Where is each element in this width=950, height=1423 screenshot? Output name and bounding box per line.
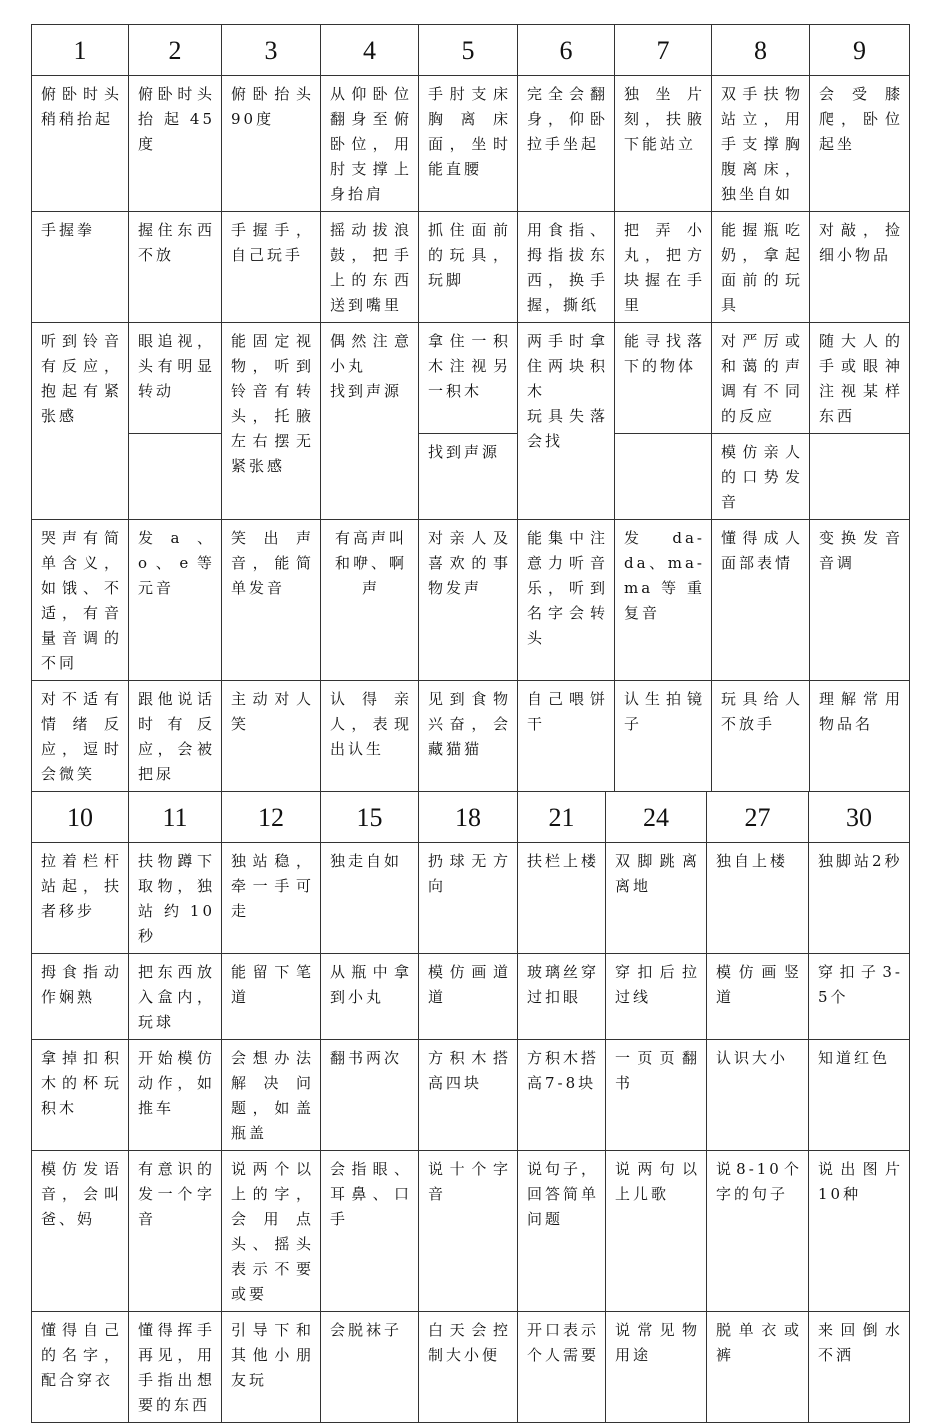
milestone-cell: 把东西放入盒内，玩球 <box>129 954 222 1040</box>
month-header: 3 <box>222 25 321 76</box>
milestone-cell <box>518 323 615 520</box>
milestone-cell: 方积木搭高四块 <box>419 1040 518 1151</box>
milestone-cell: 哭声有简单含义，如饿、不适，有音量音调的不同 <box>32 520 129 681</box>
milestone-cell: 说十个字音 <box>419 1151 518 1312</box>
milestone-cell: 自己喂饼干 <box>518 681 615 792</box>
fine-motor-row <box>32 212 910 323</box>
milestone-cell <box>129 434 222 520</box>
milestone-cell: 模仿画道道 <box>419 954 518 1040</box>
month-header: 21 <box>518 792 606 843</box>
month-header: 11 <box>129 792 222 843</box>
milestone-cell: 发da-da、ma-ma等重复音 <box>615 520 712 681</box>
milestone-cell: 方积木搭高7-8块 <box>518 1040 606 1151</box>
month-header: 10 <box>32 792 129 843</box>
milestone-cell: 拉着栏杆站起，扶者移步 <box>32 843 129 954</box>
milestone-table-months-10-30 <box>31 791 910 1423</box>
milestone-cell: 对亲人及喜欢的事物发声 <box>419 520 518 681</box>
milestone-cell: 认识大小 <box>707 1040 809 1151</box>
milestone-cell: 笑出声音，能简单发音 <box>222 520 321 681</box>
milestone-cell: 会指眼、耳鼻、口手 <box>321 1151 419 1312</box>
milestone-cell: 认生拍镜子 <box>615 681 712 792</box>
milestone-cell: 独走自如 <box>321 843 419 954</box>
milestone-cell: 脱单衣或裤 <box>707 1312 809 1423</box>
milestone-cell: 对敲，捡细小物品 <box>810 212 910 323</box>
milestone-table-months-1-9 <box>31 24 910 792</box>
milestone-cell: 拿掉扣积木的杯玩积木 <box>32 1040 129 1151</box>
adaptive-row-a <box>32 323 910 434</box>
milestone-cell: 俯卧时头稍稍抬起 <box>32 76 129 212</box>
milestone-cell: 有高声叫和咿、啊声 <box>321 520 419 681</box>
month-header: 2 <box>129 25 222 76</box>
social-row <box>32 681 910 792</box>
milestone-cell: 把弄小丸，把方块握在手里 <box>615 212 712 323</box>
milestone-cell: 听到铃音有反应，抱起有紧张感 <box>32 323 129 520</box>
milestone-cell: 会想办法解决问题，如盖瓶盖 <box>222 1040 321 1151</box>
milestone-cell: 跟他说话时有反应，会被把尿 <box>129 681 222 792</box>
milestone-cell: 变换发音音调 <box>810 520 910 681</box>
milestone-cell <box>810 434 910 520</box>
milestone-cell: 扶栏上楼 <box>518 843 606 954</box>
milestone-cell: 完全会翻身，仰卧拉手坐起 <box>518 76 615 212</box>
milestone-cell: 懂得自己的名字，配合穿衣 <box>32 1312 129 1423</box>
milestone-cell: 能集中注意力听音乐，听到名字会转头 <box>518 520 615 681</box>
milestone-line: 找到声源 <box>330 382 403 400</box>
milestone-cell: 双脚跳离离地 <box>606 843 707 954</box>
milestone-cell: 从仰卧位翻身至俯卧位，用肘支撑上身抬肩 <box>321 76 419 212</box>
milestone-cell: 发a、o、e等元音 <box>129 520 222 681</box>
milestone-cell: 用食指、拇指拔东西，换手握，撕纸 <box>518 212 615 323</box>
milestone-cell: 能握瓶吃奶，拿起面前的玩具 <box>712 212 810 323</box>
milestone-cell <box>615 434 712 520</box>
milestone-cell: 穿扣子3-5个 <box>809 954 910 1040</box>
milestone-cell: 独坐片刻，扶腋下能站立 <box>615 76 712 212</box>
milestone-cell: 找到声源 <box>419 434 518 520</box>
milestone-line: 两手时拿住两块积木 <box>527 332 608 400</box>
milestone-cell: 主动对人笑 <box>222 681 321 792</box>
milestone-cell: 说8-10个字的句子 <box>707 1151 809 1312</box>
milestone-line: 玩具失落会找 <box>527 407 608 450</box>
milestone-cell: 模仿画竖道 <box>707 954 809 1040</box>
milestone-cell: 双手扶物站立，用手支撑胸腹离床，独坐自如 <box>712 76 810 212</box>
milestone-cell: 来回倒水不洒 <box>809 1312 910 1423</box>
milestone-cell: 拇食指动作娴熟 <box>32 954 129 1040</box>
milestone-cell: 拿住一积木注视另一积木 <box>419 323 518 434</box>
milestone-cell: 懂得成人面部表情 <box>712 520 810 681</box>
milestone-cell: 一页页翻书 <box>606 1040 707 1151</box>
milestone-cell: 理解常用物品名 <box>810 681 910 792</box>
month-header: 12 <box>222 792 321 843</box>
milestone-cell: 独站稳，牵一手可走 <box>222 843 321 954</box>
milestone-cell: 认得亲人，表现出认生 <box>321 681 419 792</box>
milestone-cell: 开口表示个人需要 <box>518 1312 606 1423</box>
milestone-cell <box>321 323 419 520</box>
milestone-cell: 开始模仿动作，如推车 <box>129 1040 222 1151</box>
month-header: 30 <box>809 792 910 843</box>
milestone-cell: 独脚站2秒 <box>809 843 910 954</box>
language-row <box>32 520 910 681</box>
milestone-cell: 知道红色 <box>809 1040 910 1151</box>
milestone-cell: 对不适有情绪反应，逗时会微笑 <box>32 681 129 792</box>
social-row <box>32 1312 910 1423</box>
adaptive-row-b <box>32 434 910 520</box>
milestone-cell: 眼追视，头有明显转动 <box>129 323 222 434</box>
header-row <box>32 25 910 76</box>
milestone-cell: 懂得挥手再见，用手指出想要的东西 <box>129 1312 222 1423</box>
month-header: 4 <box>321 25 419 76</box>
adaptive-row <box>32 1040 910 1151</box>
milestone-cell: 见到食物兴奋，会藏猫猫 <box>419 681 518 792</box>
milestone-cell: 手肘支床胸离床面，坐时能直腰 <box>419 76 518 212</box>
header-row <box>32 792 910 843</box>
milestone-cell: 说常见物用途 <box>606 1312 707 1423</box>
milestone-cell: 扶物蹲下取物，独站约10秒 <box>129 843 222 954</box>
milestone-cell: 穿扣后拉过线 <box>606 954 707 1040</box>
milestone-cell: 摇动拔浪鼓，把手上的东西送到嘴里 <box>321 212 419 323</box>
milestone-cell: 握住东西不放 <box>129 212 222 323</box>
milestone-cell: 说句子，回答简单问题 <box>518 1151 606 1312</box>
gross-motor-row <box>32 843 910 954</box>
month-header: 6 <box>518 25 615 76</box>
milestone-cell: 对严厉或和蔼的声调有不同的反应 <box>712 323 810 434</box>
milestone-cell: 能留下笔道 <box>222 954 321 1040</box>
milestone-cell: 手握手，自己玩手 <box>222 212 321 323</box>
month-header: 27 <box>707 792 809 843</box>
milestone-cell: 模仿亲人的口势发音 <box>712 434 810 520</box>
month-header: 1 <box>32 25 129 76</box>
milestone-cell: 独自上楼 <box>707 843 809 954</box>
milestone-cell: 翻书两次 <box>321 1040 419 1151</box>
gross-motor-row <box>32 76 910 212</box>
milestone-cell: 说两句以上儿歌 <box>606 1151 707 1312</box>
milestone-line: 偶然注意小丸 <box>330 332 412 375</box>
milestone-cell: 引导下和其他小朋友玩 <box>222 1312 321 1423</box>
milestone-cell: 抓住面前的玩具，玩脚 <box>419 212 518 323</box>
month-header: 8 <box>712 25 810 76</box>
milestone-cell: 能固定视物，听到铃音有转头，托腋左右摆无紧张感 <box>222 323 321 520</box>
milestone-cell: 俯卧抬头90度 <box>222 76 321 212</box>
month-header: 18 <box>419 792 518 843</box>
milestone-cell: 玩具给人不放手 <box>712 681 810 792</box>
month-header: 5 <box>419 25 518 76</box>
development-milestones-document <box>31 24 909 1423</box>
milestone-cell: 俯卧时头抬起45度 <box>129 76 222 212</box>
milestone-cell: 随大人的手或眼神注视某样东西 <box>810 323 910 434</box>
language-row <box>32 1151 910 1312</box>
milestone-cell: 手握拳 <box>32 212 129 323</box>
milestone-cell: 玻璃丝穿过扣眼 <box>518 954 606 1040</box>
month-header: 7 <box>615 25 712 76</box>
milestone-cell: 说两个以上的字，会用点头、摇头表示不要或要 <box>222 1151 321 1312</box>
milestone-cell: 会脱袜子 <box>321 1312 419 1423</box>
milestone-cell: 说出图片10种 <box>809 1151 910 1312</box>
month-header: 15 <box>321 792 419 843</box>
milestone-cell: 白天会控制大小便 <box>419 1312 518 1423</box>
milestone-cell: 模仿发语音，会叫爸、妈 <box>32 1151 129 1312</box>
month-header: 24 <box>606 792 707 843</box>
milestone-cell: 能寻找落下的物体 <box>615 323 712 434</box>
month-header: 9 <box>810 25 910 76</box>
milestone-cell: 会受膝爬，卧位起坐 <box>810 76 910 212</box>
milestone-cell: 扔球无方向 <box>419 843 518 954</box>
fine-motor-row <box>32 954 910 1040</box>
milestone-cell: 有意识的发一个字音 <box>129 1151 222 1312</box>
milestone-cell: 从瓶中拿到小丸 <box>321 954 419 1040</box>
